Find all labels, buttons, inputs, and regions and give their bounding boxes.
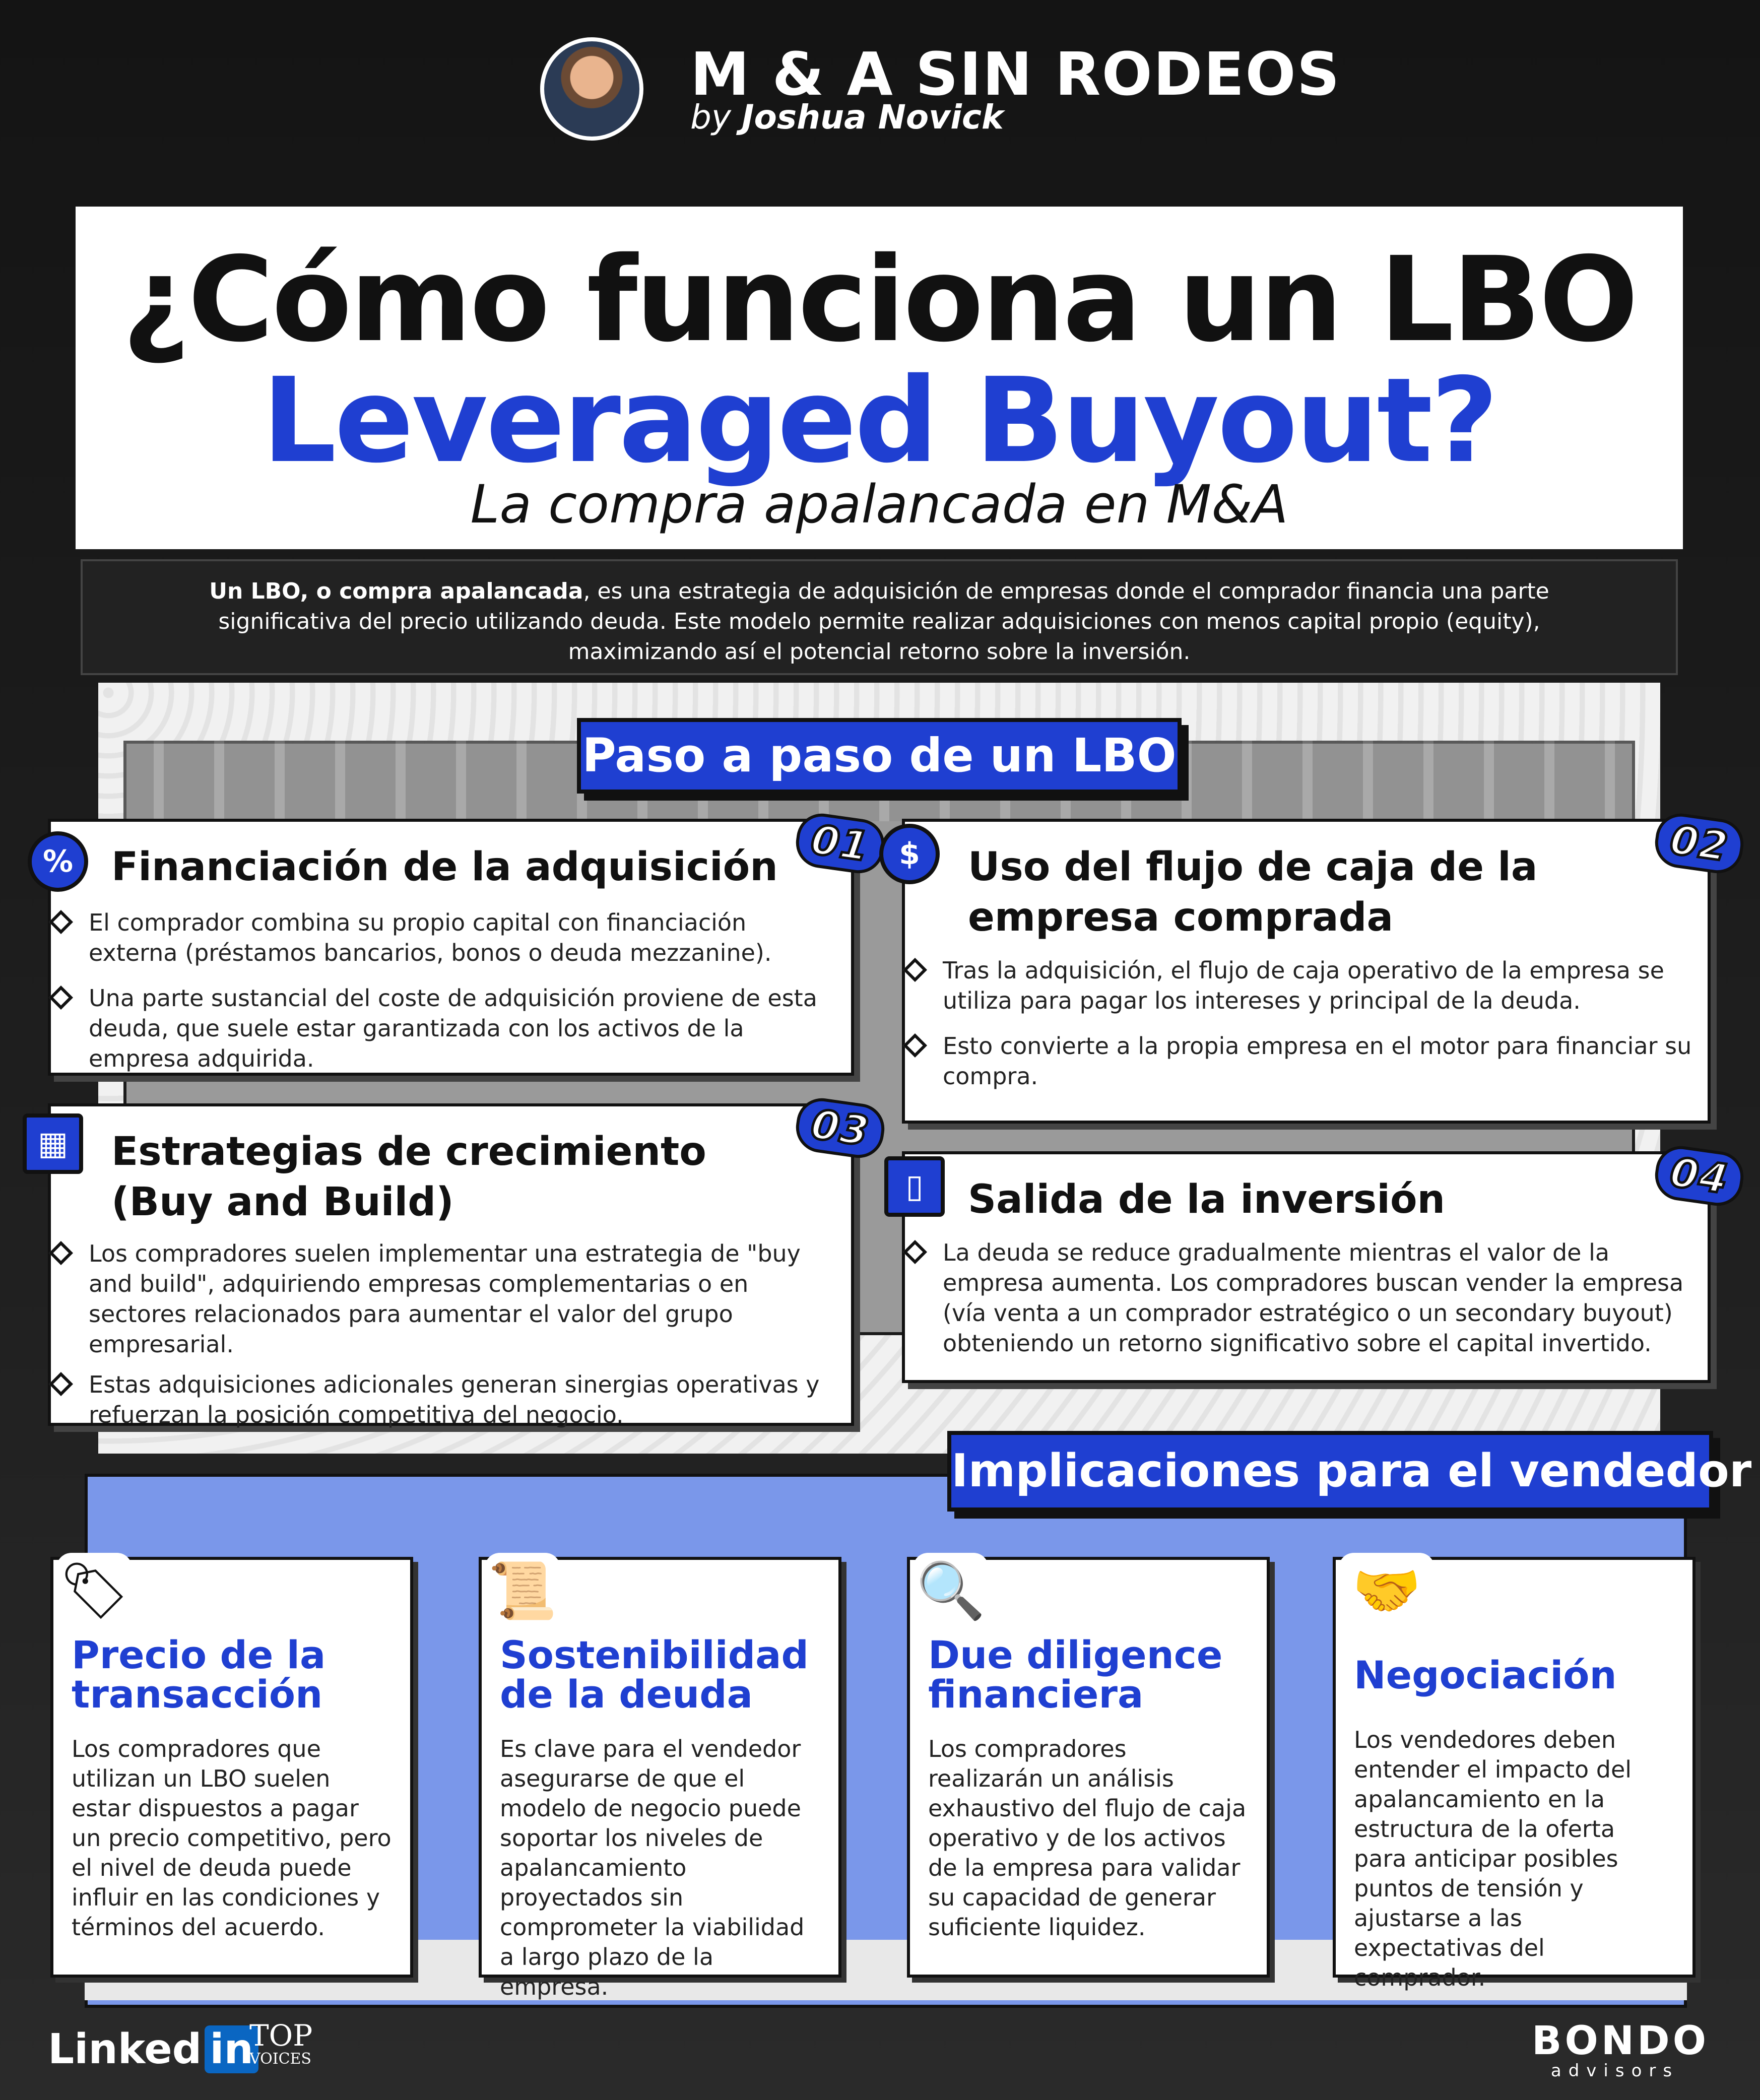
step-bullet: Estas adquisiciones adicionales generan sinergias operativas y refuerzan la posición competitiva del negocio.	[89, 1369, 834, 1430]
bondo-advisors-logo: BONDO advisors	[1532, 2018, 1710, 2081]
brand-byline	[690, 98, 1004, 137]
step-card-1	[48, 819, 854, 1076]
exit-door-icon: ▯	[884, 1156, 945, 1217]
diamond-icon	[49, 1241, 73, 1265]
diamond-icon	[903, 1240, 927, 1264]
seller-section-label: Implicaciones para el vendedor	[947, 1431, 1713, 1512]
top-voices-badge: TOP VOICES	[249, 2018, 313, 2068]
seller-card-negotiation	[1333, 1557, 1696, 1991]
step-card-4	[902, 1151, 1711, 1383]
seller-card-debt	[479, 1557, 841, 2000]
brand-by: by	[690, 98, 731, 137]
seller-card-title: Sostenibilidad de la deuda	[500, 1632, 809, 1717]
step-number-1: 01	[793, 810, 888, 876]
diamond-icon	[49, 986, 73, 1010]
title-box	[76, 207, 1683, 549]
step-bullet: Los compradores suelen implementar una estrategia de "buy and build", adquiriendo empresas complementarias o en sectores relacionados para aumentar el valor del grupo empresarial.	[89, 1238, 834, 1359]
seller-card-due-diligence	[907, 1557, 1270, 1978]
main-title-line1: ¿Cómo funciona un LBO	[122, 232, 1637, 368]
step-card-2	[902, 819, 1711, 1124]
handshake-icon: 🤝	[1339, 1553, 1435, 1628]
magnifier-icon: 🔍	[913, 1553, 989, 1628]
diamond-icon	[903, 1033, 927, 1058]
step-bullet: Tras la adquisición, el flujo de caja operativo de la empresa se utiliza para pagar los intereses y principal de la deuda.	[943, 955, 1693, 1016]
main-title-line2: Leveraged Buyout?	[262, 353, 1497, 489]
dollar-coin-icon: $	[879, 824, 940, 884]
step-title: Estrategias de crecimiento (Buy and Build)	[111, 1129, 706, 1225]
blocks-icon: ▦	[23, 1113, 83, 1174]
seller-card-title: Due diligence financiera	[928, 1632, 1223, 1717]
diamond-icon	[903, 958, 927, 982]
step-number-4: 04	[1652, 1143, 1747, 1209]
seller-card-title: Negociación	[1354, 1653, 1617, 1697]
step-bullet: La deuda se reduce gradualmente mientras el valor de la empresa aumenta. Los compradores buscan vender la empresa (vía venta a un comprador estratégico o un secondary buyout) obteniendo un retorno significativo sobre el capital invertido.	[943, 1237, 1693, 1358]
brand-title: M & A SIN RODEOS	[690, 39, 1341, 109]
seller-card-title: Precio de la transacción	[72, 1632, 326, 1717]
step-bullets	[89, 1238, 834, 1430]
main-subtitle: La compra apalancada en M&A	[470, 474, 1288, 535]
step-bullets	[943, 1237, 1693, 1358]
money-bag-icon: %	[28, 831, 88, 892]
step-bullets	[943, 955, 1693, 1091]
intro-paragraph	[81, 559, 1678, 675]
step-title: Uso del flujo de caja de la empresa comprada	[968, 844, 1538, 940]
step-bullet: Una parte sustancial del coste de adquisición proviene de esta deuda, que suele estar garantizada con los activos de la empresa adquirida.	[89, 983, 834, 1074]
diamond-icon	[49, 1372, 73, 1396]
intro-text: , es una estrategia de adquisición de empresas donde el comprador financia una parte significativa del precio utilizando deuda. Este modelo permite realizar adquisiciones con menos capital propio (equity), maximizando así el potencial retorno sobre la inversión.	[218, 578, 1549, 665]
seller-card-body: Es clave para el vendedor asegurarse de que el modelo de negocio puede soportar los niveles de apalancamiento proyectados sin comprometer la viabilidad a largo plazo de la empresa.	[500, 1735, 805, 2000]
step-number-3: 03	[793, 1095, 888, 1161]
step-bullet: Esto convierte a la propia empresa en el motor para financiar su compra.	[943, 1031, 1693, 1091]
seller-card-price	[50, 1557, 413, 1978]
step-bullet: El comprador combina su propio capital con financiación externa (préstamos bancarios, bonos o deuda mezzanine).	[89, 907, 834, 968]
price-tag-icon: 🏷	[56, 1553, 132, 1628]
step-bullets	[89, 907, 834, 1074]
intro-bold: Un LBO, o compra apalancada	[209, 578, 583, 604]
diamond-icon	[49, 910, 73, 934]
linkedin-logo: Linked in	[48, 2025, 258, 2073]
seller-card-body: Los compradores que utilizan un LBO suelen estar dispuestos a pagar un precio competitivo, pero el nivel de deuda puede influir en las condiciones y términos del acuerdo.	[72, 1735, 392, 1941]
seller-card-body: Los compradores realizarán un análisis exhaustivo del flujo de caja operativo y de los activos de la empresa para validar su capacidad de generar suficiente liquidez.	[928, 1735, 1247, 1941]
seller-card-body: Los vendedores deben entender el impacto del apalancamiento en la estructura de la oferta para anticipar posibles puntos de tensión y ajustarse a las expectativas del comprador.	[1354, 1726, 1632, 1991]
author-avatar	[540, 37, 643, 141]
document-stamp-icon: 📜	[485, 1553, 560, 1628]
step-number-2: 02	[1652, 810, 1747, 876]
step-card-3	[48, 1103, 854, 1426]
step-title: Financiación de la adquisición	[111, 844, 778, 890]
brand-author: Joshua Novick	[741, 98, 1004, 137]
step-title: Salida de la inversión	[968, 1177, 1446, 1222]
steps-section-label: Paso a paso de un LBO	[577, 718, 1182, 794]
